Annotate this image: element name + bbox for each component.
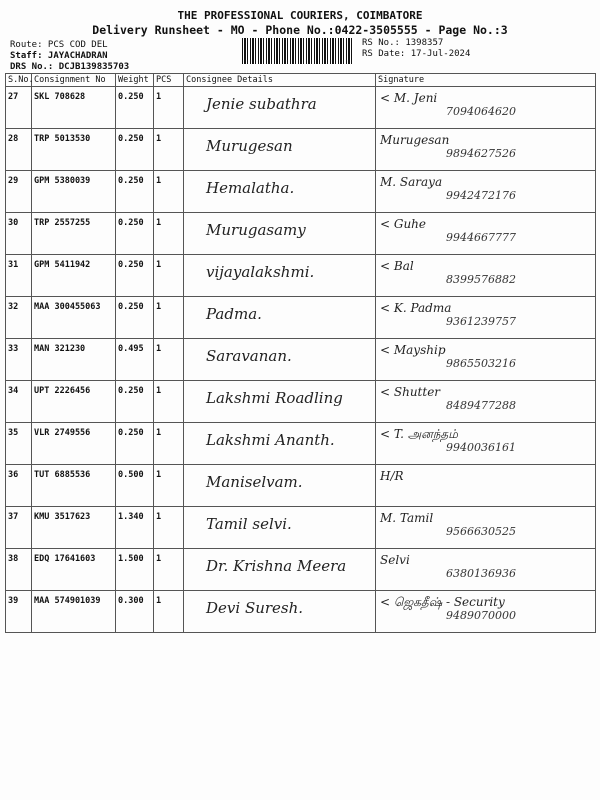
signature-handwriting: < Mayship	[380, 343, 446, 357]
cell-pcs: 1	[154, 591, 184, 633]
table-row	[6, 549, 596, 591]
cell-consignee	[184, 465, 376, 507]
cell-sno: 30	[6, 213, 32, 255]
drs-number: DRS No.: DCJB139835703	[10, 62, 130, 72]
signature-phone: 9865503216	[446, 357, 516, 370]
cell-pcs: 1	[154, 87, 184, 129]
cell-pcs: 1	[154, 339, 184, 381]
col-consignee: Consignee Details	[184, 74, 376, 87]
cell-consignee	[184, 87, 376, 129]
cell-consignee	[184, 213, 376, 255]
cell-weight: 0.250	[116, 297, 154, 339]
signature-handwriting: Murugesan	[380, 133, 450, 147]
col-sno: S.No.	[6, 74, 32, 87]
consignee-handwriting: Jenie subathra	[206, 95, 317, 113]
cell-weight: 0.250	[116, 213, 154, 255]
signature-handwriting: < K. Padma	[380, 301, 452, 315]
consignee-handwriting: Murugasamy	[206, 221, 306, 239]
table-row	[6, 465, 596, 507]
cell-sno: 38	[6, 549, 32, 591]
col-consignment: Consignment No	[32, 74, 116, 87]
table-row	[6, 213, 596, 255]
table-row	[6, 255, 596, 297]
table-row	[6, 87, 596, 129]
cell-pcs: 1	[154, 171, 184, 213]
cell-consignment-no: MAA 300455063	[32, 297, 116, 339]
signature-handwriting: M. Tamil	[380, 511, 434, 525]
signature-handwriting: M. Saraya	[380, 175, 443, 189]
cell-signature	[376, 423, 596, 465]
signature-handwriting: < Shutter	[380, 385, 441, 399]
table-row	[6, 339, 596, 381]
cell-pcs: 1	[154, 129, 184, 171]
consignee-handwriting: Lakshmi Roadling	[206, 389, 343, 407]
cell-weight: 0.250	[116, 87, 154, 129]
cell-pcs: 1	[154, 465, 184, 507]
cell-sno: 28	[6, 129, 32, 171]
signature-phone: 9566630525	[446, 525, 516, 538]
cell-signature	[376, 297, 596, 339]
cell-signature	[376, 465, 596, 507]
cell-signature	[376, 507, 596, 549]
cell-weight: 0.495	[116, 339, 154, 381]
cell-consignment-no: UPT 2226456	[32, 381, 116, 423]
cell-sno: 39	[6, 591, 32, 633]
cell-consignee	[184, 339, 376, 381]
cell-weight: 0.300	[116, 591, 154, 633]
cell-consignee	[184, 423, 376, 465]
cell-consignee	[184, 171, 376, 213]
cell-sno: 33	[6, 339, 32, 381]
cell-signature	[376, 591, 596, 633]
consignee-handwriting: Murugesan	[206, 137, 293, 155]
signature-phone: 8489477288	[446, 399, 516, 412]
cell-signature	[376, 87, 596, 129]
col-weight: Weight	[116, 74, 154, 87]
cell-weight: 0.250	[116, 129, 154, 171]
cell-weight: 0.250	[116, 423, 154, 465]
cell-consignment-no: TRP 5013530	[32, 129, 116, 171]
cell-sno: 31	[6, 255, 32, 297]
table-row	[6, 507, 596, 549]
staff-label: Staff: JAYACHADRAN	[10, 51, 108, 61]
cell-consignee	[184, 381, 376, 423]
signature-phone: 9894627526	[446, 147, 516, 160]
cell-consignee	[184, 507, 376, 549]
cell-consignment-no: MAA 574901039	[32, 591, 116, 633]
signature-handwriting: < Bal	[380, 259, 414, 273]
cell-consignment-no: VLR 2749556	[32, 423, 116, 465]
table-header-row	[6, 74, 596, 87]
runsheet-subtitle: Delivery Runsheet - MO - Phone No.:0422-3505555 - Page No.:3	[92, 23, 508, 37]
cell-signature	[376, 129, 596, 171]
cell-pcs: 1	[154, 507, 184, 549]
cell-pcs: 1	[154, 381, 184, 423]
cell-consignment-no: GPM 5411942	[32, 255, 116, 297]
cell-consignee	[184, 549, 376, 591]
cell-consignment-no: SKL 708628	[32, 87, 116, 129]
cell-sno: 34	[6, 381, 32, 423]
col-signature: Signature	[376, 74, 596, 87]
table-row	[6, 381, 596, 423]
rs-date: RS Date: 17-Jul-2024	[362, 49, 471, 59]
consignee-handwriting: Lakshmi Ananth.	[206, 431, 335, 449]
consignee-handwriting: Hemalatha.	[206, 179, 295, 197]
cell-pcs: 1	[154, 213, 184, 255]
cell-consignee	[184, 297, 376, 339]
cell-consignment-no: KMU 3517623	[32, 507, 116, 549]
cell-pcs: 1	[154, 255, 184, 297]
cell-weight: 1.500	[116, 549, 154, 591]
signature-phone: 9944667777	[446, 231, 516, 244]
cell-consignment-no: TRP 2557255	[32, 213, 116, 255]
signature-phone: 8399576882	[446, 273, 516, 286]
cell-consignee	[184, 591, 376, 633]
signature-handwriting: < ஜெகதீஷ் - Security	[380, 595, 505, 609]
cell-pcs: 1	[154, 297, 184, 339]
cell-weight: 1.340	[116, 507, 154, 549]
runsheet-table	[5, 73, 596, 633]
signature-phone: 9942472176	[446, 189, 516, 202]
cell-sno: 27	[6, 87, 32, 129]
consignee-handwriting: Saravanan.	[206, 347, 292, 365]
cell-weight: 0.250	[116, 255, 154, 297]
cell-consignment-no: GPM 5380039	[32, 171, 116, 213]
signature-handwriting: < M. Jeni	[380, 91, 438, 105]
table-row	[6, 129, 596, 171]
barcode	[242, 38, 354, 64]
signature-phone: 9489070000	[446, 609, 516, 622]
cell-consignment-no: MAN 321230	[32, 339, 116, 381]
signature-handwriting: < Guhe	[380, 217, 427, 231]
cell-weight: 0.250	[116, 171, 154, 213]
col-pcs: PCS	[154, 74, 184, 87]
cell-consignee	[184, 129, 376, 171]
cell-pcs: 1	[154, 423, 184, 465]
route-label: Route: PCS COD DEL	[10, 40, 108, 50]
table-row	[6, 171, 596, 213]
consignee-handwriting: Devi Suresh.	[206, 599, 304, 617]
cell-consignee	[184, 255, 376, 297]
cell-sno: 37	[6, 507, 32, 549]
cell-signature	[376, 213, 596, 255]
cell-consignment-no: EDQ 17641603	[32, 549, 116, 591]
consignee-handwriting: Tamil selvi.	[206, 515, 292, 533]
cell-signature	[376, 171, 596, 213]
signature-handwriting: H/R	[380, 469, 404, 483]
cell-signature	[376, 339, 596, 381]
cell-signature	[376, 549, 596, 591]
signature-handwriting: Selvi	[380, 553, 410, 567]
signature-phone: 9940036161	[446, 441, 516, 454]
table-row	[6, 591, 596, 633]
consignee-handwriting: Maniselvam.	[206, 473, 303, 491]
signature-phone: 9361239757	[446, 315, 516, 328]
consignee-handwriting: Dr. Krishna Meera	[206, 557, 347, 575]
cell-weight: 0.250	[116, 381, 154, 423]
company-title: THE PROFESSIONAL COURIERS, COIMBATORE	[177, 9, 423, 22]
cell-sno: 35	[6, 423, 32, 465]
cell-signature	[376, 381, 596, 423]
cell-sno: 36	[6, 465, 32, 507]
signature-phone: 7094064620	[446, 105, 516, 118]
table-row	[6, 297, 596, 339]
table-row	[6, 423, 596, 465]
signature-handwriting: < T. அனந்தம்	[380, 427, 458, 441]
cell-pcs: 1	[154, 549, 184, 591]
cell-weight: 0.500	[116, 465, 154, 507]
signature-phone: 6380136936	[446, 567, 516, 580]
consignee-handwriting: vijayalakshmi.	[206, 263, 315, 281]
cell-sno: 32	[6, 297, 32, 339]
rs-number: RS No.: 1398357	[362, 38, 444, 48]
cell-sno: 29	[6, 171, 32, 213]
consignee-handwriting: Padma.	[206, 305, 262, 323]
cell-signature	[376, 255, 596, 297]
cell-consignment-no: TUT 6885536	[32, 465, 116, 507]
